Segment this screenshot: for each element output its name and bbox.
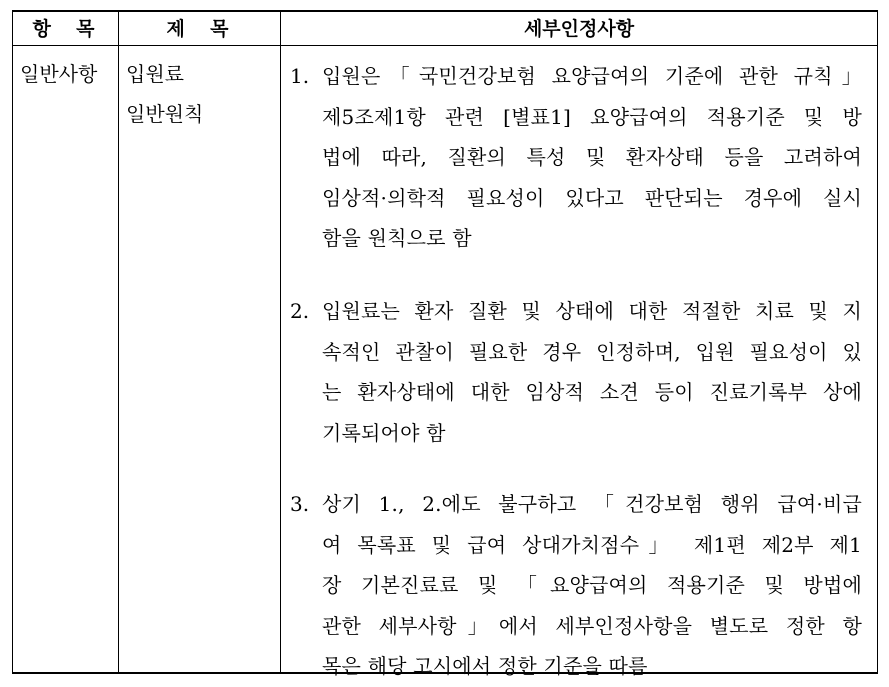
item-line: 장 기본진료료 및 「요양급여의 적용기준 및 방법에 — [322, 573, 862, 597]
criteria-item-3 — [290, 484, 862, 687]
item-line: 입원은「국민건강보험 요양급여의 기준에 관한 규칙」 — [322, 64, 862, 88]
criteria-item-2 — [290, 291, 862, 453]
item-line: 함을 원칙으로 함 — [322, 226, 472, 250]
header-item-label: 항 목 — [32, 18, 99, 40]
item-line: 목은 해당 고시에서 정한 기준을 따름 — [322, 654, 648, 678]
header-item — [13, 10, 118, 45]
criteria-table — [12, 10, 878, 678]
item-line: 법에 따라, 질환의 특성 및 환자상태 등을 고려하여 — [322, 145, 862, 169]
table-left-border — [12, 10, 13, 674]
column-divider-2 — [280, 10, 281, 674]
item-line: 는 환자상태에 대한 임상적 소견 등이 진료기록부 상에 — [322, 380, 862, 404]
item-line: 관한 세부사항」에서 세부인정사항을 별도로 정한 항 — [322, 613, 862, 638]
header-details — [281, 10, 877, 45]
item-number: 3. — [290, 492, 310, 516]
header-title — [119, 10, 280, 45]
criteria-item-1 — [290, 56, 862, 259]
table-right-border — [877, 10, 878, 674]
header-divider — [12, 45, 878, 46]
item-line: 제5조제1항 관련 [별표1] 요양급여의 적용기준 및 방 — [322, 104, 862, 129]
item-number: 2. — [290, 299, 310, 323]
item-line: 입원료는 환자 질환 및 상태에 대한 적절한 치료 및 지 — [322, 299, 862, 323]
item-number: 1. — [290, 64, 310, 88]
header-details-label: 세부인정사항 — [523, 18, 635, 40]
column-divider-1 — [118, 10, 119, 674]
item-line: 여 목록표 및 급여 상대가치점수」 제1편 제2부 제1 — [322, 532, 862, 557]
item-line: 기록되어야 함 — [322, 420, 446, 445]
title-line-2: 일반원칙 — [126, 102, 204, 126]
item-line: 임상적·의학적 필요성이 있다고 판단되는 경우에 실시 — [322, 185, 862, 210]
item-line: 속적인 관찰이 필요한 경우 인정하며, 입원 필요성이 있 — [322, 339, 862, 364]
category-cell: 일반사항 — [20, 62, 98, 86]
title-line-1: 입원료 — [126, 62, 184, 86]
header-title-label: 제 목 — [166, 18, 233, 40]
item-line: 상기 1., 2.에도 불구하고 「건강보험 행위 급여·비급 — [322, 492, 862, 516]
